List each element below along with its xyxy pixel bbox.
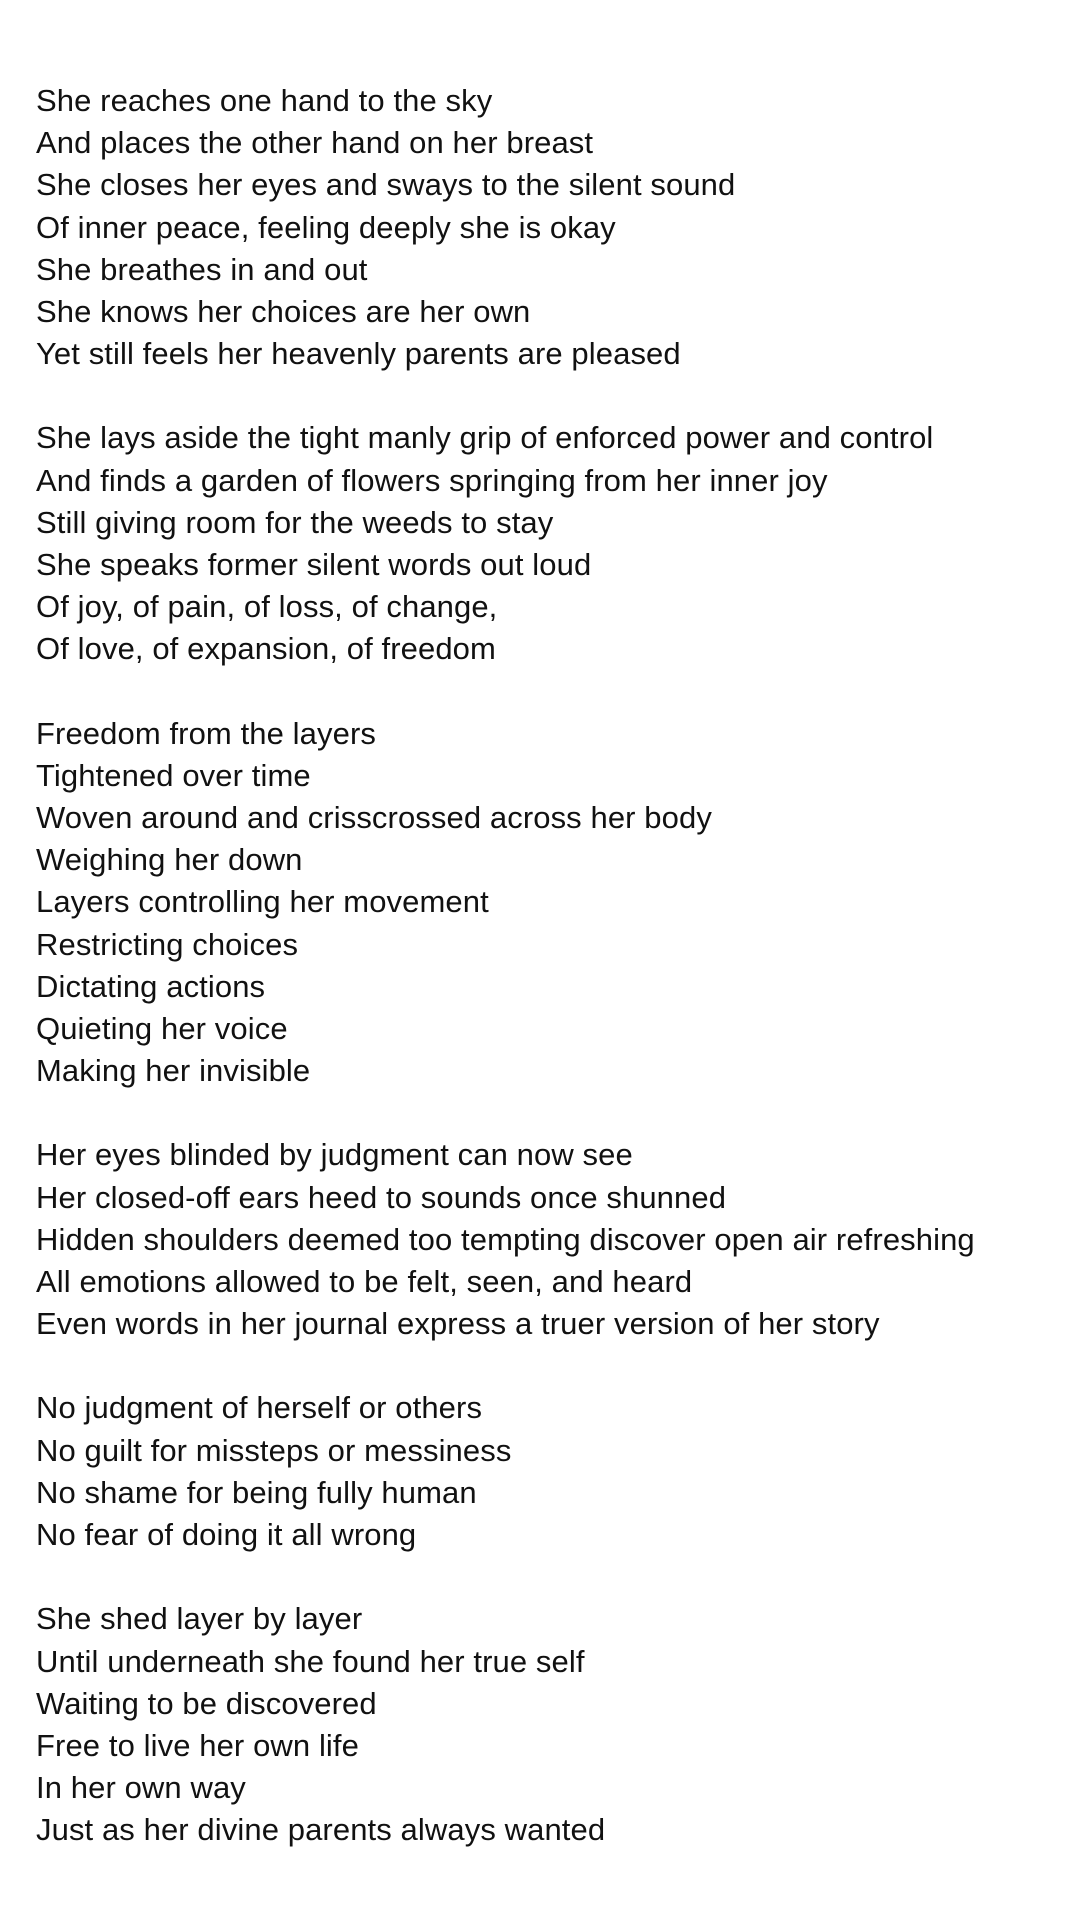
poem-line: Quieting her voice	[36, 1011, 288, 1047]
poem-line: Of love, of expansion, of freedom	[36, 631, 496, 667]
poem-line: She closes her eyes and sways to the silent sound	[36, 167, 736, 203]
poem-line: Dictating actions	[36, 968, 266, 1004]
poem-line: And finds a garden of flowers springing from her inner joy	[36, 462, 828, 498]
poem-line: Layers controlling her movement	[36, 884, 489, 920]
poem-line: Yet still feels her heavenly parents are pleased	[36, 336, 681, 372]
poem-line: Even words in her journal express a truer version of her story	[36, 1306, 880, 1342]
poem-line: She knows her choices are her own	[36, 294, 531, 330]
poem-line: Restricting choices	[36, 926, 299, 962]
stanza-6	[36, 1598, 1066, 1851]
poem-line: Of joy, of pain, of loss, of change,	[36, 589, 498, 625]
poem-line: All emotions allowed to be felt, seen, and heard	[36, 1264, 693, 1300]
poem-line: No fear of doing it all wrong	[36, 1517, 417, 1553]
poem-line: Freedom from the layers	[36, 715, 376, 751]
poem-line: Her eyes blinded by judgment can now see	[36, 1137, 633, 1173]
poem-line: She lays aside the tight manly grip of enforced power and control	[36, 420, 934, 456]
poem-line: Until underneath she found her true self	[36, 1643, 585, 1679]
poem-line: Free to live her own life	[36, 1727, 359, 1763]
poem-line: Weighing her down	[36, 842, 303, 878]
poem-line: She speaks former silent words out loud	[36, 547, 592, 583]
poem-line: Making her invisible	[36, 1053, 311, 1089]
poem-line: No shame for being fully human	[36, 1474, 477, 1510]
stanza-2	[36, 417, 1066, 670]
poem-line: No guilt for missteps or messiness	[36, 1432, 512, 1468]
stanza-4	[36, 1134, 1066, 1345]
poem-line: Tightened over time	[36, 757, 311, 793]
poem	[36, 80, 1066, 1894]
poem-line: In her own way	[36, 1770, 246, 1806]
poem-line: Just as her divine parents always wanted	[36, 1812, 606, 1848]
poem-line: Hidden shoulders deemed too tempting discover open air refreshing	[36, 1221, 975, 1257]
poem-line: Still giving room for the weeds to stay	[36, 504, 554, 540]
poem-line: And places the other hand on her breast	[36, 125, 594, 161]
poem-line: Of inner peace, feeling deeply she is okay	[36, 209, 616, 245]
poem-line: Woven around and crisscrossed across her body	[36, 800, 712, 836]
stanza-3	[36, 713, 1066, 1093]
poem-line: She breathes in and out	[36, 251, 368, 287]
poem-line: She shed layer by layer	[36, 1601, 363, 1637]
poem-line: No judgment of herself or others	[36, 1390, 483, 1426]
poem-line: Her closed-off ears heed to sounds once shunned	[36, 1179, 727, 1215]
stanza-1	[36, 80, 1066, 375]
poem-line: Waiting to be discovered	[36, 1685, 377, 1721]
poem-line: She reaches one hand to the sky	[36, 83, 493, 118]
stanza-5	[36, 1387, 1066, 1556]
